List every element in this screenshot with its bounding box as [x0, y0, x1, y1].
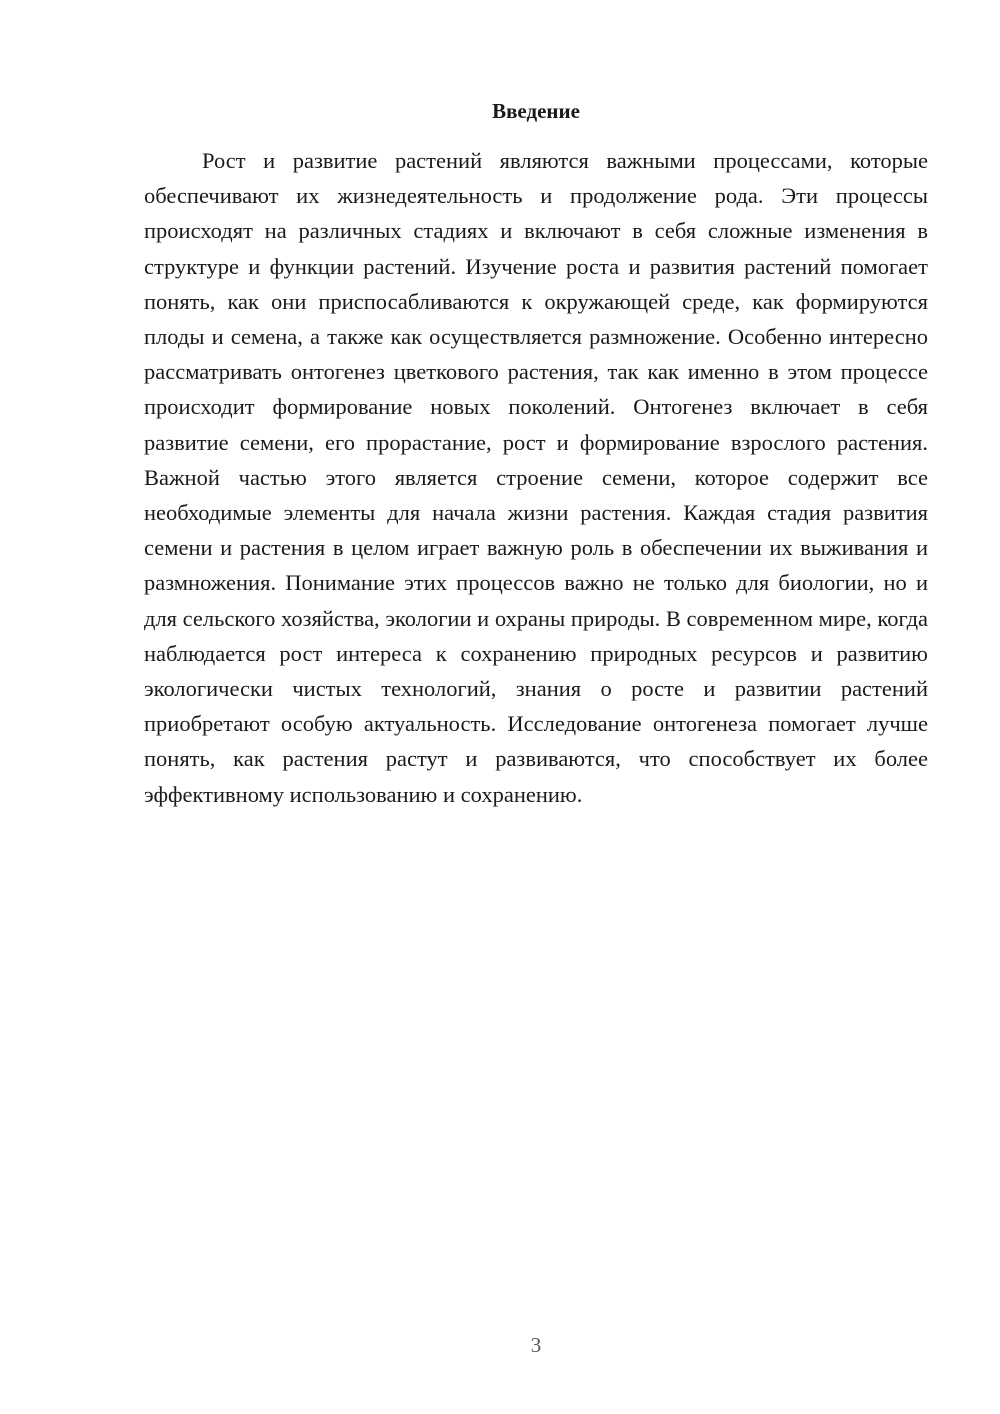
intro-paragraph: Рост и развитие растений являются важными процессами, которые обеспечивают их жизнедеятельность и продолжение рода. Эти процессы происходят на различных стадиях и включают в себя сложные изменения в структуре и функции растений. Изучение роста и развития растений помогает понять, как они приспосабливаются к окружающей среде, как формируются плоды и семена, а также как осуществляется размножение. Особенно интересно рассматривать онтогенез цветкового растения, так как именно в этом процессе происходит формирование новых поколений. Онтогенез включает в себя развитие семени, его прорастание, рост и формирование взрослого растения. Важной частью этого является строение семени, которое содержит все необходимые элементы для начала жизни растения. Каждая стадия развития семени и растения в целом играет важную роль в обеспечении их выживания и размножения. Понимание этих процессов важно не только для биологии, но и для сельского хозяйства, экологии и охраны природы. В современном мире, когда наблюдается рост интереса к сохранению природных ресурсов и развитию экологически чистых технологий, знания о росте и развитии растений приобретают особую актуальность. Исследование онтогенеза помогает лучше понять, как растения растут и развиваются, что способствует их более эффективному использованию и сохранению.: [144, 148, 928, 807]
page-number: 3: [530, 1333, 542, 1357]
section-heading: Введение: [492, 99, 580, 123]
